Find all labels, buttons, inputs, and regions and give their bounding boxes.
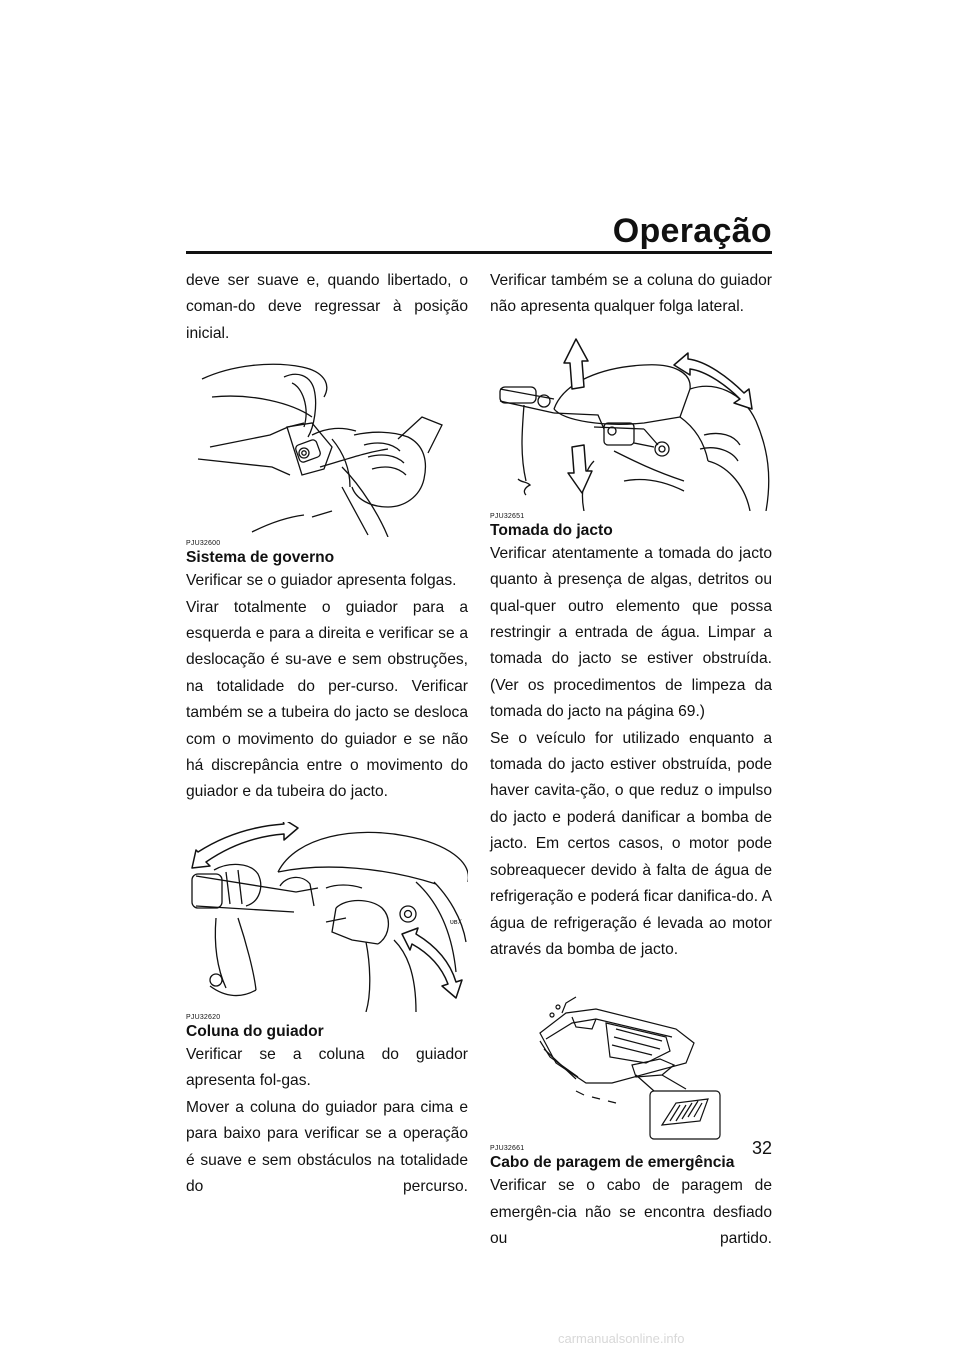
section-heading-coluna-do-guiador: Coluna do guiador xyxy=(186,1022,324,1040)
right-column xyxy=(490,268,772,1253)
figure-hand-grip xyxy=(192,357,468,537)
section-code: PJU32651 xyxy=(490,512,525,520)
paragraph: Verificar atentamente a tomada do jacto quanto à presença de algas, detritos ou qual-quer outro elemento que possa restringir a entrada de água. Limpar a tomada do jacto se estiver obstruída. (Ver os procedimentos de limpeza da tomada do jacto na página 69.) xyxy=(490,544,772,721)
section-code: PJU32661 xyxy=(490,1145,525,1153)
left-column xyxy=(186,268,468,1200)
figure-handlebar-turn xyxy=(186,822,468,1012)
figure-label: ᴜʙ ⁄ xyxy=(450,918,461,926)
section-heading-sistema-de-governo: Sistema de governo xyxy=(186,549,335,567)
section-heading-cabo-de-paragem: Cabo de paragem de emergência xyxy=(490,1154,735,1172)
paragraph: Verificar se o guiador apresenta folgas. xyxy=(186,572,457,590)
section-code: PJU32620 xyxy=(186,1013,221,1021)
left-intro-text: deve ser suave e, quando libertado, o coman-do deve regressar à posição inicial. xyxy=(186,272,468,342)
header-rule xyxy=(186,251,772,254)
paragraph: Virar totalmente o guiador para a esquerda e para a direita e verificar se a deslocação é su-ave e sem obstruções, na totalidade do per-curso. Verificar também se a tubeira do jacto se desloca com o movimento do guiador e se não há discrepância entre o movimento do guiador e da tubeira do jacto. xyxy=(186,598,468,801)
section-heading-tomada-do-jacto: Tomada do jacto xyxy=(490,521,613,539)
page-title: Operação xyxy=(612,212,772,250)
paragraph: Verificar se a coluna do guiador apresenta fol-gas. xyxy=(186,1045,468,1090)
paragraph: Mover a coluna do guiador para cima e para baixo para verificar se a operação é suave e sem obstáculos na totalidade do percurso. xyxy=(186,1098,468,1195)
page-number: 32 xyxy=(751,1138,772,1158)
footer-watermark: carmanualsonline.info xyxy=(558,1331,685,1346)
paragraph: Se o veículo for utilizado enquanto a tomada do jacto estiver obstruída, pode haver cavita-ção, o que reduz o impulso do jacto e poderá danificar a bomba de jacto. Em certos casos, o motor pode sobreaquecer devido à falta de água de refrigeração e poderá ficar danifica-do. A água de refrigeração é levada ao motor através da bomba de jacto. xyxy=(490,729,772,958)
paragraph: Verificar se o cabo de paragem de emergên-cia não se encontra desfiado ou partido. xyxy=(490,1177,772,1248)
figure-jet-intake xyxy=(536,979,772,1143)
section-code: PJU32600 xyxy=(186,540,221,548)
right-intro-text: Verificar também se a coluna do guiador não apresenta qualquer folga lateral. xyxy=(490,272,772,316)
figure-column-up-down xyxy=(494,331,772,511)
